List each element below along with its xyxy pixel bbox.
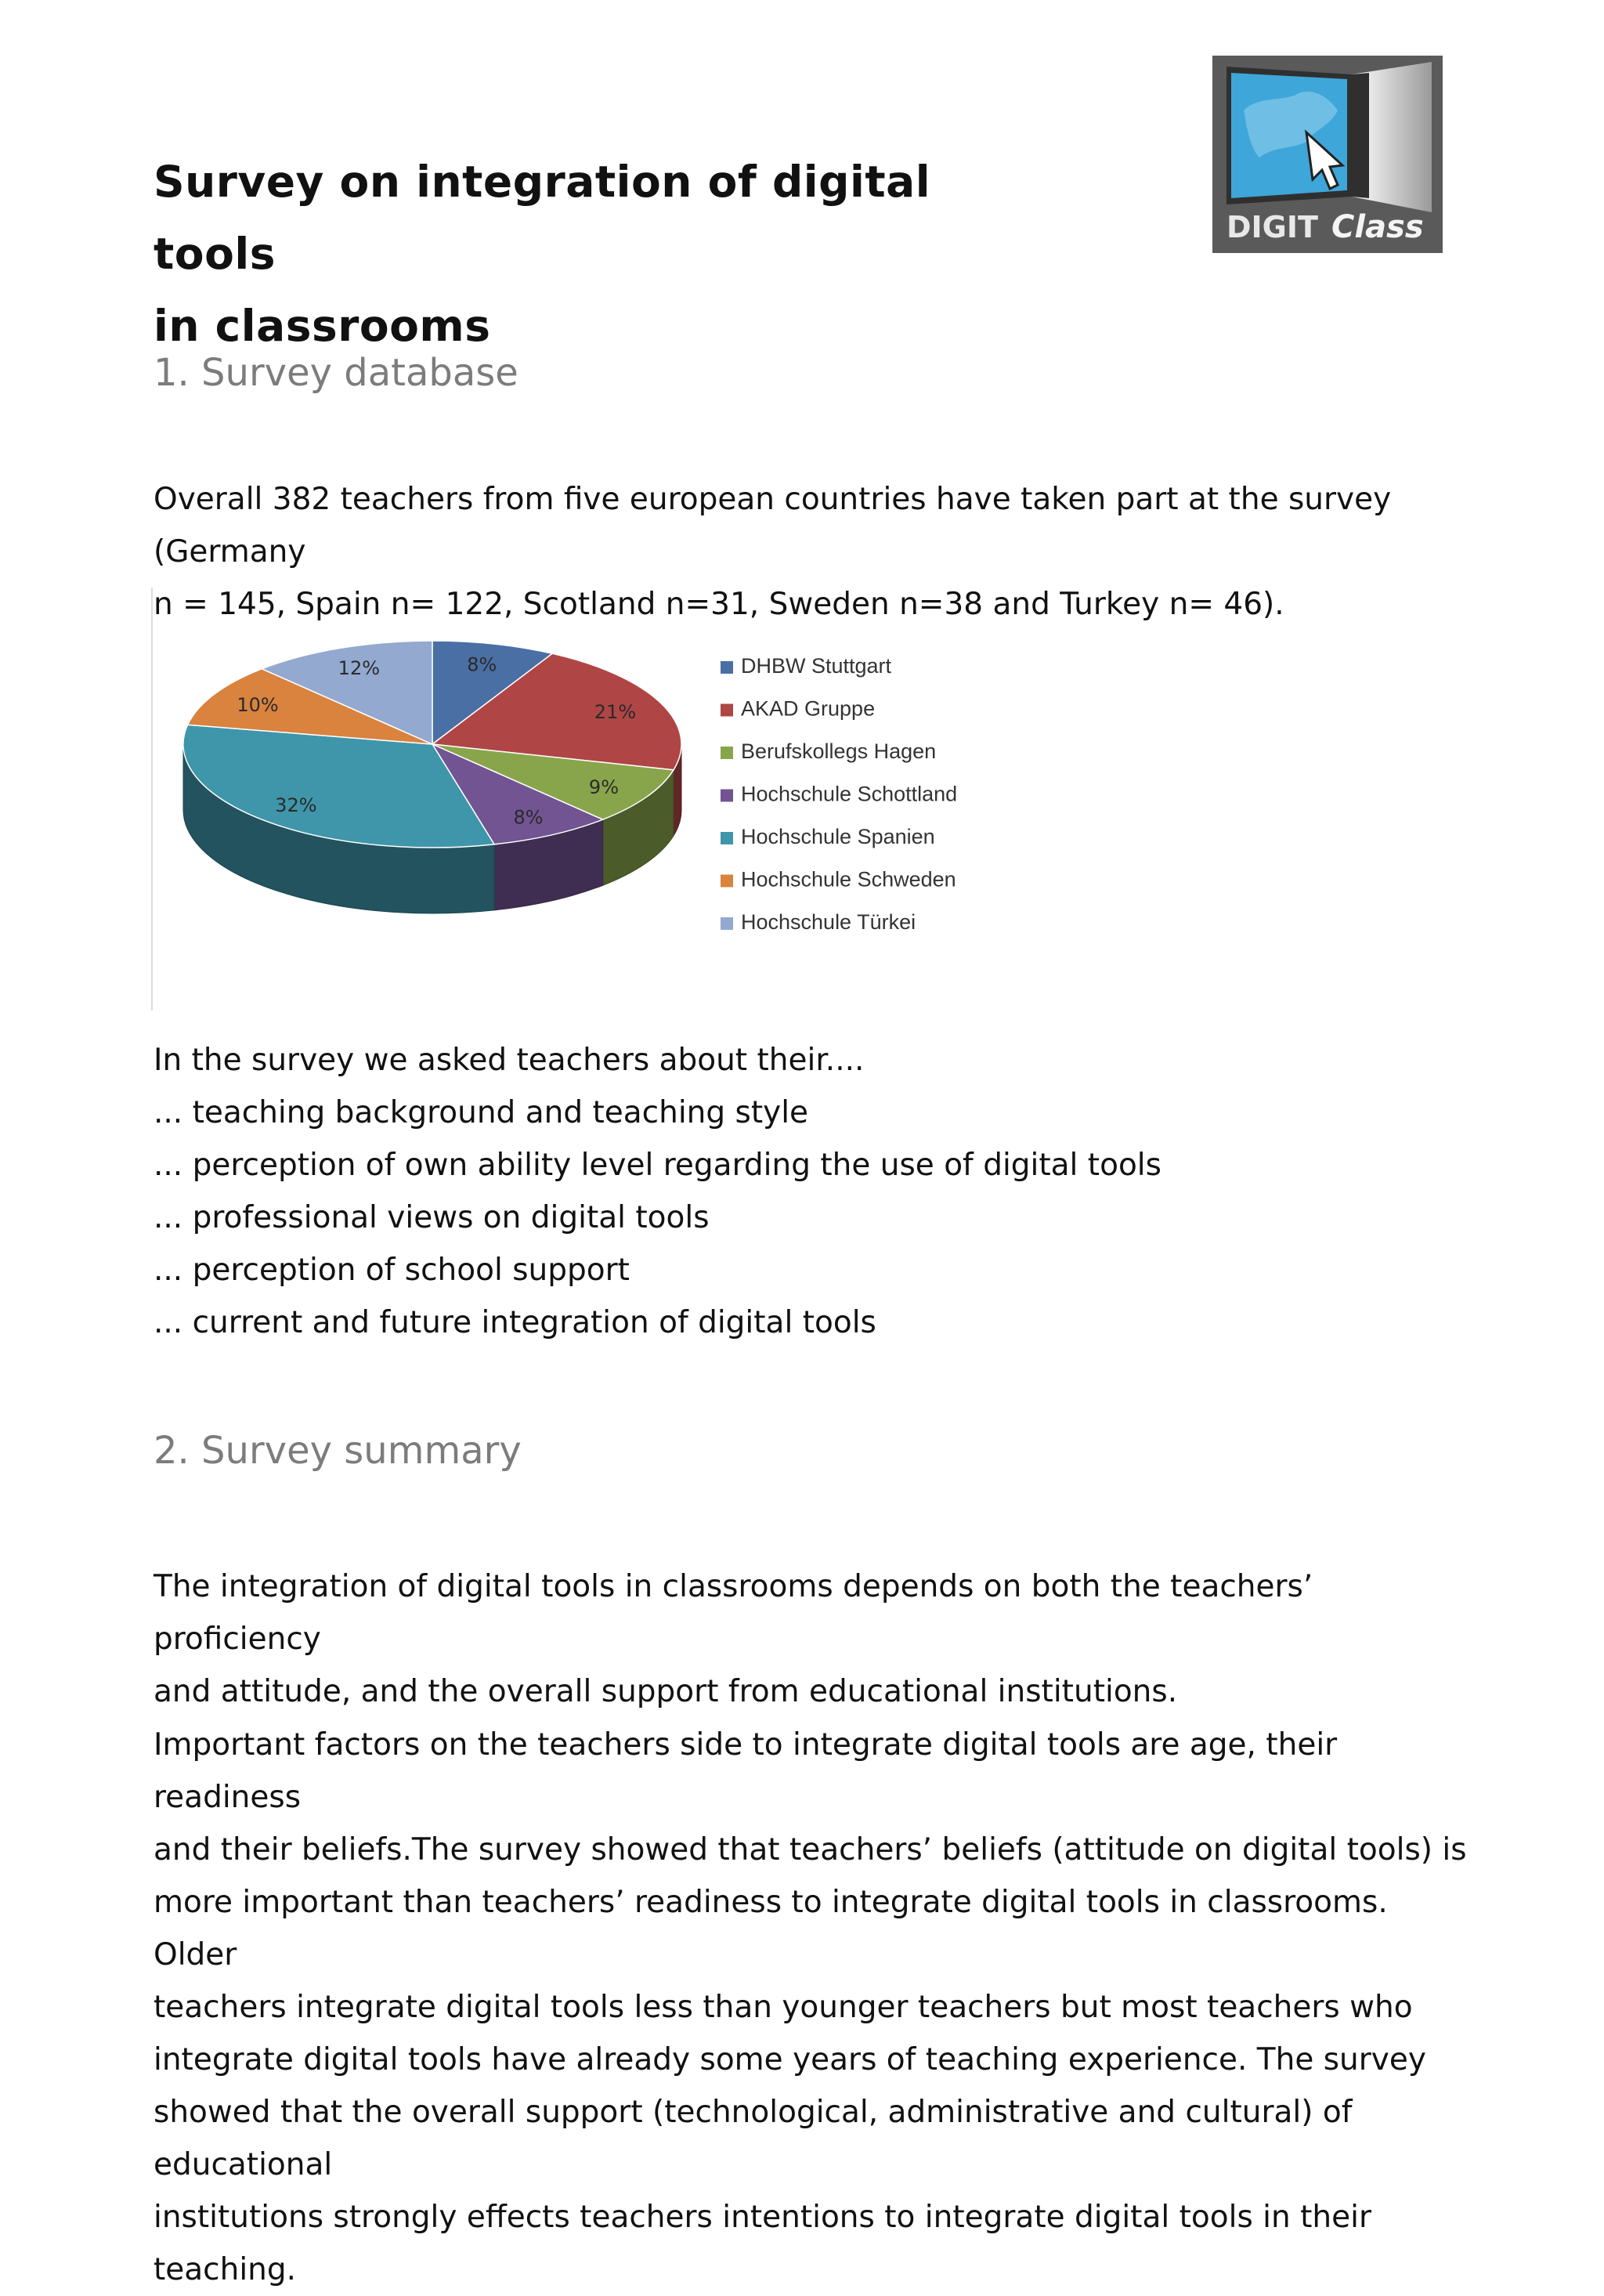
paragraph-line: Important factors on the teachers side to integrate digital tools are age, their readiness	[154, 1727, 1338, 1815]
digitclass-logo	[1212, 56, 1443, 253]
summary-paragraph-2	[154, 1719, 1469, 2296]
survey-topics-list	[154, 1034, 1407, 1349]
pie-label-1: 21%	[594, 701, 637, 724]
participants-pie-chart	[151, 588, 975, 1011]
legend-swatch-5	[721, 875, 733, 888]
section-1-heading: 1. Survey database	[154, 351, 518, 395]
pie-label-4: 32%	[275, 794, 317, 816]
list-item: ... teaching background and teaching style	[154, 1095, 809, 1130]
legend-swatch-3	[721, 790, 733, 802]
legend-label-6: Hochschule Türkei	[741, 910, 916, 934]
paragraph-line: integrate digital tools have already some years of teaching experience. The survey	[154, 2042, 1426, 2077]
paragraph-line: and their beliefs.The survey showed that teachers’ beliefs (attitude on digital tools) is	[154, 1832, 1467, 1868]
pie-label-2: 9%	[588, 776, 620, 798]
pie-label-5: 10%	[237, 694, 279, 717]
legend-label-5: Hochschule Schweden	[741, 867, 956, 891]
legend-label-3: Hochschule Schottland	[741, 782, 958, 806]
legend-label-2: Berufskollegs Hagen	[741, 739, 937, 763]
paragraph-line: n = 145, Spain n= 122, Scotland n=31, Sweden n=38 and Turkey n= 46).	[154, 587, 1284, 622]
paragraph-line: showed that the overall support (technological, administrative and cultural) of educational	[154, 2095, 1353, 2182]
section-2-heading: 2. Survey summary	[154, 1429, 522, 1473]
document-title	[154, 146, 1015, 362]
list-item: ... current and future integration of digital tools	[154, 1305, 876, 1340]
legend-label-4: Hochschule Spanien	[741, 825, 935, 848]
paragraph-line: more important than teachers’ readiness to integrate digital tools in classrooms. Older	[154, 1885, 1388, 1972]
paragraph-line: institutions strongly effects teachers intentions to integrate digital tools in their teaching.	[154, 2200, 1371, 2287]
survey-topics-intro: In the survey we asked teachers about their....	[154, 1043, 865, 1078]
paragraph-line: teachers integrate digital tools less than younger teachers but most teachers who	[154, 1990, 1413, 2025]
paragraph-line: and attitude, and the overall support from educational institutions.	[154, 1674, 1178, 1709]
legend-swatch-6	[721, 917, 733, 930]
legend-swatch-4	[721, 832, 733, 844]
legend-label-0: DHBW Stuttgart	[741, 654, 892, 678]
title-line-1: Survey on integration of digital tools	[154, 157, 931, 279]
title-line-2: in classrooms	[154, 301, 491, 351]
pie-legend	[721, 654, 957, 934]
legend-swatch-0	[721, 661, 733, 674]
legend-label-1: AKAD Gruppe	[741, 696, 876, 721]
pie-top-faces	[183, 641, 681, 848]
logo-text-class: Class	[1331, 209, 1424, 245]
summary-paragraph-1	[154, 1560, 1469, 1718]
legend-swatch-1	[721, 704, 733, 717]
list-item: ... perception of school support	[154, 1253, 630, 1288]
legend-swatch-2	[721, 747, 733, 759]
pie-label-3: 8%	[513, 806, 544, 829]
list-item: ... perception of own ability level regarding the use of digital tools	[154, 1148, 1161, 1183]
pie-label-6: 12%	[338, 656, 381, 679]
paragraph-line: Overall 382 teachers from five european countries have taken part at the survey (Germany	[154, 482, 1392, 569]
paragraph-line: The integration of digital tools in classrooms depends on both the teachers’ proficiency	[154, 1569, 1313, 1657]
pie-label-0: 8%	[467, 653, 497, 676]
list-item: ... professional views on digital tools	[154, 1200, 710, 1235]
logo-text-digit: DIGIT	[1226, 210, 1318, 244]
